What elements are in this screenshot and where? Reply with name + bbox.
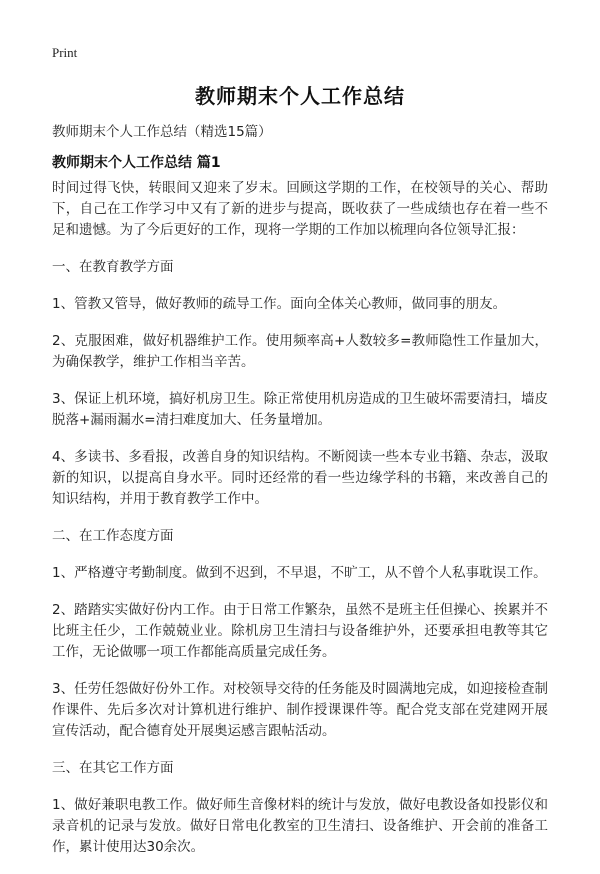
section-heading-teaching: 一、在教育教学方面 <box>52 259 174 275</box>
paragraph-item: 1、严格遵守考勤制度。做到不迟到，不早退，不旷工，从不曾个人私事耽误工作。 <box>52 565 547 581</box>
paragraph-item: 2、克服困难，做好机器维护工作。使用频率高+人数较多=教师隐性工作量加大，为确保教学，维护工作相当辛苦。 <box>52 333 548 370</box>
print-link[interactable]: Print <box>52 45 78 60</box>
section-heading-other: 三、在其它工作方面 <box>52 760 174 776</box>
paragraph-item: 4、多读书、多看报，改善自身的知识结构。不断阅读一些本专业书籍、杂志，汲取新的知识，以提高自身水平。同时还经常的看一些边缘学科的书籍，来改善自己的知识结构，并用于教育教学工作中。 <box>52 449 548 507</box>
document-subtitle: 教师期末个人工作总结（精选15篇） <box>52 124 272 140</box>
page-title: 教师期末个人工作总结 <box>195 84 405 108</box>
paragraph-item: 1、管教又管导，做好教师的疏导工作。面向全体关心教师，做同事的朋友。 <box>52 296 507 312</box>
article-heading: 教师期末个人工作总结 篇1 <box>52 155 221 171</box>
article-body <box>52 178 548 874</box>
paragraph-item: 3、任劳任怨做好份外工作。对校领导交待的任务能及时圆满地完成，如迎接检查制作课件、先后多次对计算机进行维护、制作授课课件等。配合党支部在党建网开展宣传活动，配合德育处开展奥运感言跟帖活动。 <box>52 681 548 739</box>
paragraph-item: 3、保证上机环境，搞好机房卫生。除正常使用机房造成的卫生破坏需要清扫，墙皮脱落+漏雨漏水=清扫难度加大、任务量增加。 <box>52 391 548 428</box>
section-heading-attitude: 二、在工作态度方面 <box>52 528 174 544</box>
intro-paragraph: 时间过得飞快，转眼间又迎来了岁末。回顾这学期的工作，在校领导的关心、帮助下，自己在工作学习中又有了新的进步与提高，既收获了一些成绩也存在着一些不足和遗憾。为了今后更好的工作，现将一学期的工作加以梳理向各位领导汇报： <box>52 180 548 238</box>
paragraph-item: 1、做好兼职电教工作。做好师生音像材料的统计与发放，做好电教设备如投影仪和录音机的记录与发放。做好日常电化教室的卫生清扫、设备维护、开会前的准备工作，累计使用达30余次。 <box>52 797 548 855</box>
paragraph-item: 2、踏踏实实做好份内工作。由于日常工作繁杂，虽然不是班主任但操心、挨累并不比班主任少，工作兢兢业业。除机房卫生清扫与设备维护外，还要承担电教等其它工作，无论做哪一项工作都能高质量完成任务。 <box>52 602 548 660</box>
